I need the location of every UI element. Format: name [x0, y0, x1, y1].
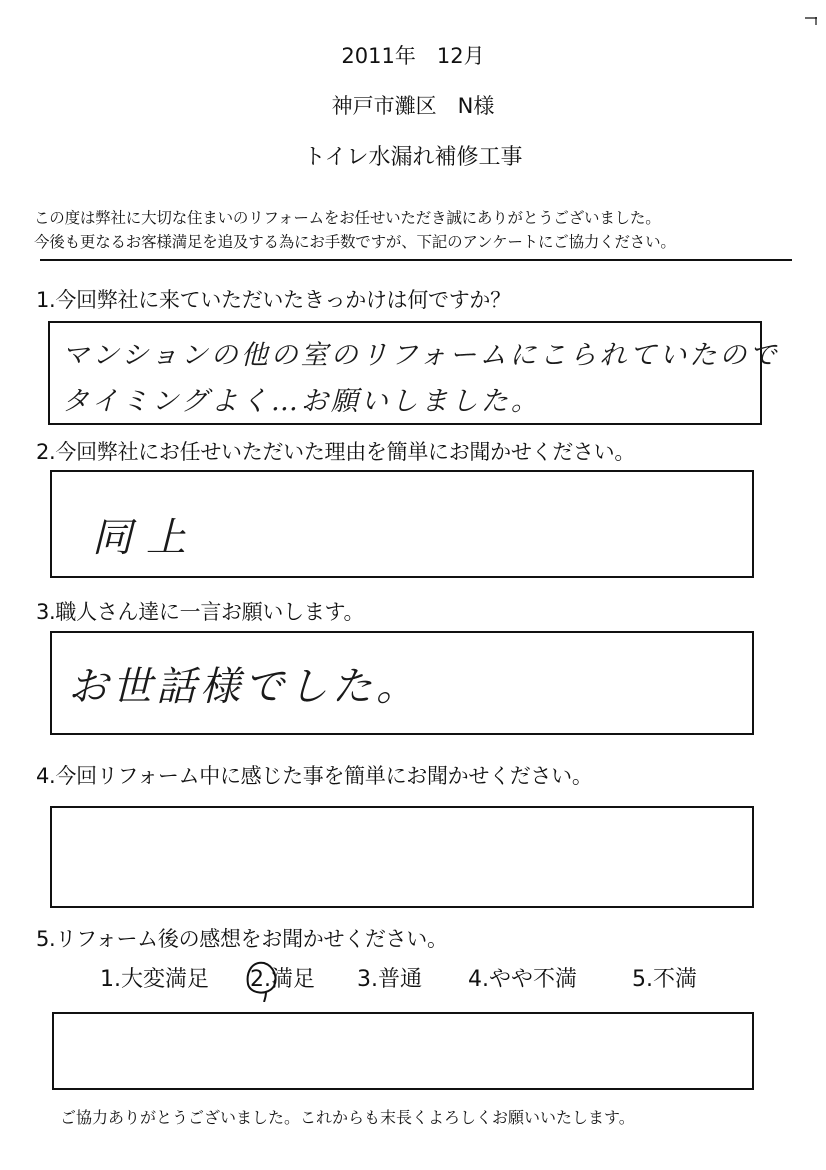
closing-message: ご協力ありがとうございました。これからも末長くよろしくお願いいたします。	[60, 1108, 635, 1127]
question-5-label: 5.リフォーム後の感想をお聞かせください。	[36, 927, 448, 951]
question-2-label: 2.今回弊社にお任せいただいた理由を簡単にお聞かせください。	[36, 440, 636, 464]
rating-options	[0, 962, 826, 996]
question-2-answer: 同上	[92, 515, 200, 561]
question-4-label: 4.今回リフォーム中に感じた事を簡単にお聞かせください。	[36, 764, 593, 788]
work-title: トイレ水漏れ補修工事	[303, 145, 523, 170]
question-1-label: 1.今回弊社に来ていただいたきっかけは何ですか？	[36, 288, 511, 312]
question-1-answer-line-2: タイミングよく…お願いしました。	[62, 386, 541, 417]
selected-rating-circle	[244, 958, 278, 1002]
corner-mark	[805, 10, 817, 18]
question-5-answer-box	[52, 1012, 754, 1090]
rating-option-2: 2.満足	[250, 967, 315, 992]
intro-line-2: 今後も更なるお客様満足を追及する為にお手数ですが、下記のアンケートにご協力ください。	[34, 233, 676, 251]
rating-option-1: 1.大変満足	[100, 967, 209, 992]
intro-line-1: この度は弊社に大切な住まいのリフォームをお任せいただき誠にありがとうございました。	[34, 209, 661, 227]
question-1-answer-box	[48, 321, 780, 425]
survey-date: 2011年 12月	[341, 44, 485, 68]
customer-name: 神戸市灘区 N様	[331, 94, 495, 118]
question-1-answer-line-1: マンションの他の室のリフォームにこられていたので	[62, 340, 780, 371]
rating-option-3: 3.普通	[357, 967, 422, 992]
question-4-answer-box	[50, 806, 754, 908]
rating-option-5: 5.不満	[632, 967, 697, 992]
question-3-answer-box	[50, 631, 754, 735]
question-3-answer: お世話様でした。	[68, 664, 420, 710]
question-3-label: 3.職人さん達に一言お願いします。	[36, 600, 365, 624]
header-divider	[40, 259, 792, 261]
question-2-answer-box	[50, 470, 754, 578]
rating-option-4: 4.やや不満	[468, 967, 577, 992]
